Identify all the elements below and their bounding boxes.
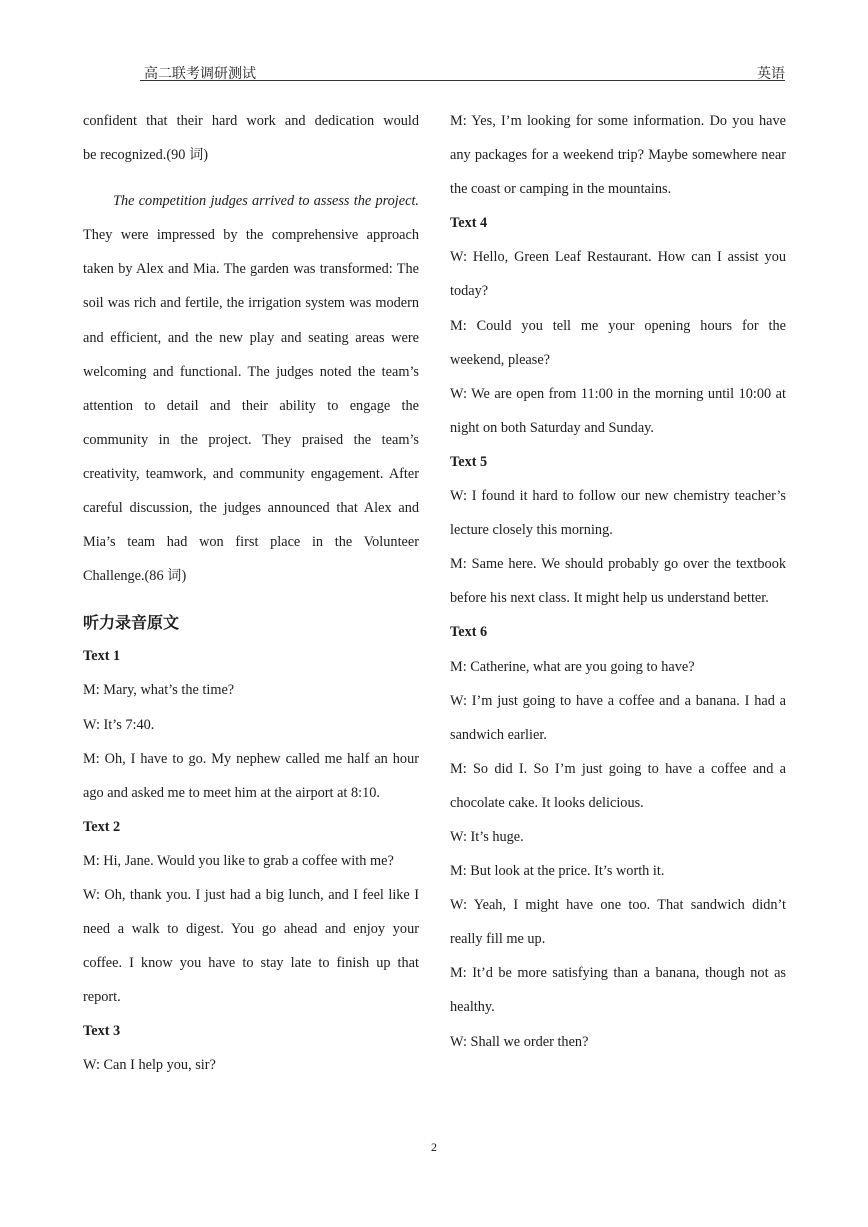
header-subject: 英语 — [757, 66, 785, 82]
text-heading: Text 2 — [83, 818, 121, 835]
section-title: 听力录音原文 — [83, 613, 180, 633]
dialogue-line: M: So did I. So I’m just going to have a coffee and a chocolate cake. It looks delicious. — [450, 760, 786, 811]
essay-paragraph-1 — [83, 104, 419, 172]
essay-paragraph-2 — [83, 184, 419, 593]
dialogue-line: M: Yes, I’m looking for some information. Do you have any packages for a weekend trip? Maybe somewhere near the coast or camping in the mountains. — [450, 113, 786, 198]
dialogue-line: W: I’m just going to have a coffee and a banana. I had a sandwich earlier. — [450, 692, 786, 743]
dialogue-line: M: Could you tell me your opening hours for the weekend, please? — [450, 317, 786, 368]
dialogue-line: M: Same here. We should probably go over the textbook before his next class. It might help us understand better. — [450, 556, 786, 607]
text-heading: Text 6 — [450, 624, 488, 641]
dialogue-line: W: Oh, thank you. I just had a big lunch, and I feel like I need a walk to digest. You go ahead and enjoy your coffee. I know you have to stay late to finish up that report. — [83, 886, 419, 1006]
dialogue-line: W: Shall we order then? — [450, 1033, 589, 1050]
dialogue-line: W: Can I help you, sir? — [83, 1057, 216, 1074]
text-heading: Text 1 — [83, 648, 121, 665]
page-number: 2 — [431, 1140, 437, 1154]
dialogue-line: W: Yeah, I might have one too. That sandwich didn’t really fill me up. — [450, 897, 786, 948]
essay-line: confident that their hard work and dedication would — [83, 113, 419, 129]
dialogue-line: W: We are open from 11:00 in the morning until 10:00 at night on both Saturday and Sunday. — [450, 385, 786, 436]
dialogue-line: M: Mary, what’s the time? — [83, 682, 235, 699]
dialogue-line: W: Hello, Green Leaf Restaurant. How can I assist you today? — [450, 249, 786, 300]
right-column — [450, 104, 786, 1059]
essay-line: be recognized.(90 词) — [83, 147, 209, 164]
essay-body: They were impressed by the comprehensive approach taken by Alex and Mia. The garden was transformed: The soil was rich and fertile, the irrigation system was modern and efficient, and the new play and seating areas were welcoming and functional. The judges noted the team’s attention to detail and their ability to engage the community in the project. They praised the team’s creativity, teamwork, and community engagement. After careful discussion, the judges announced that Alex and Mia’s team had won first place in the Volunteer Challenge.(86 词) — [83, 227, 419, 585]
dialogue-line: W: It’s 7:40. — [83, 716, 155, 733]
dialogue-line: M: Catherine, what are you going to have? — [450, 658, 695, 675]
header-title: 高二联考调研测试 — [144, 66, 256, 82]
text-heading: Text 3 — [83, 1023, 121, 1040]
essay-italic-lead: The competition judges arrived to assess the project. — [113, 193, 419, 210]
dialogue-line: M: It’d be more satisfying than a banana, though not as healthy. — [450, 965, 786, 1016]
dialogue-line: M: Oh, I have to go. My nephew called me half an hour ago and asked me to meet him at the airport at 8:10. — [83, 750, 419, 801]
dialogue-line: W: It’s huge. — [450, 828, 524, 845]
page-header — [140, 62, 785, 81]
dialogue-line: M: Hi, Jane. Would you like to grab a coffee with me? — [83, 852, 394, 869]
dialogue-line: M: But look at the price. It’s worth it. — [450, 863, 665, 880]
text-heading: Text 4 — [450, 215, 488, 232]
dialogue-line: W: I found it hard to follow our new chemistry teacher’s lecture closely this morning. — [450, 488, 786, 539]
text-heading: Text 5 — [450, 453, 488, 470]
left-column — [83, 104, 419, 1083]
